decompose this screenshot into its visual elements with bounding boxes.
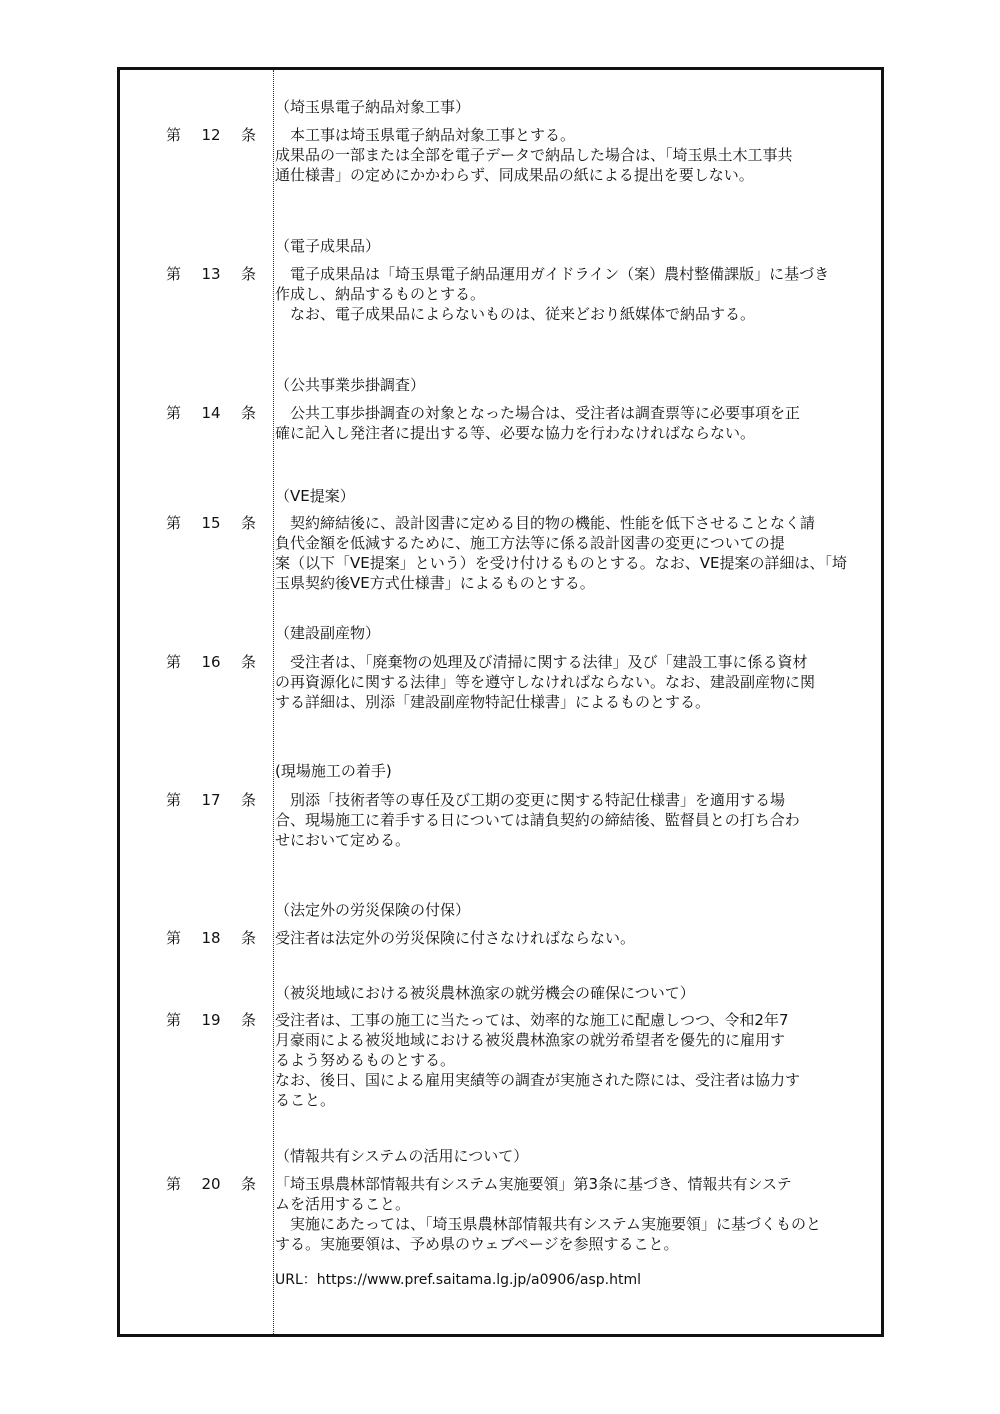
article-prefix: 第	[166, 404, 182, 422]
article-num: 16	[201, 653, 221, 671]
reference-url[interactable]: URL：https://www.pref.saitama.lg.jp/a0906/asp.html	[275, 1272, 642, 1288]
article-prefix: 第	[166, 929, 182, 947]
body-line: する詳細は、別添「建設副産物特記仕様書」によるものとする。	[275, 693, 711, 711]
body-line: 通仕様書」の定めにかかわらず、同成果品の紙による提出を要しない。	[275, 166, 754, 184]
article-num: 15	[201, 514, 221, 532]
body-line: 本工事は埼玉県電子納品対象工事とする。	[275, 126, 576, 144]
article-title: （法定外の労災保険の付保）	[275, 901, 471, 919]
article-title: （公共事業歩掛調査）	[275, 376, 426, 394]
article-prefix: 第	[166, 1011, 182, 1029]
article-num: 17	[201, 791, 221, 809]
article-number	[166, 928, 256, 948]
article-suffix: 条	[240, 929, 256, 947]
body-line: 確に記入し発注者に提出する等、必要な協力を行わなければならない。	[275, 424, 756, 442]
article-number	[166, 264, 256, 284]
article-suffix: 条	[240, 265, 256, 283]
article-title: （被災地域における被災農林漁家の就労機会の確保について）	[275, 984, 695, 1002]
article-prefix: 第	[166, 265, 182, 283]
body-line: せにおいて定める。	[275, 831, 411, 849]
body-line: 実施にあたっては、「埼玉県農林部情報共有システム実施要領」に基づくものと	[275, 1215, 822, 1233]
body-line: 玉県契約後VE方式仕様書」によるものとする。	[275, 574, 595, 592]
article-num: 19	[201, 1011, 221, 1029]
article-number	[166, 652, 256, 672]
body-line: 月豪雨による被災地域における被災農林漁家の就労希望者を優先的に雇用す	[275, 1031, 786, 1049]
article-num: 13	[201, 265, 221, 283]
article-number	[166, 125, 256, 145]
article-title: （埼玉県電子納品対象工事）	[275, 98, 471, 116]
body-line: 「埼玉県農林部情報共有システム実施要領」第3条に基づき、情報共有システ	[275, 1175, 792, 1193]
article-num: 18	[201, 929, 221, 947]
body-line: 案（以下「VE提案」という）を受け付けるものとする。なお、VE提案の詳細は、「埼	[275, 554, 847, 572]
body-line: 合、現場施工に着手する日については請負契約の締結後、監督員との打ち合わ	[275, 811, 800, 829]
article-body	[275, 790, 860, 850]
article-prefix: 第	[166, 126, 182, 144]
body-line: ること。	[275, 1091, 336, 1109]
body-line: なお、電子成果品によらないものは、従来どおり紙媒体で納品する。	[275, 305, 756, 323]
body-line: 受注者は、工事の施工に当たっては、効率的な施工に配慮しつつ、令和2年7	[275, 1011, 789, 1029]
body-line: 成果品の一部または全部を電子データで納品した場合は、「埼玉県土木工事共	[275, 146, 793, 164]
article-suffix: 条	[240, 1011, 256, 1029]
body-line: 公共工事歩掛調査の対象となった場合は、受注者は調査票等に必要事項を正	[275, 404, 801, 422]
article-number	[166, 1174, 256, 1194]
article-body	[275, 1174, 860, 1254]
article-num: 12	[201, 126, 221, 144]
article-title: （電子成果品）	[275, 237, 381, 255]
article-body	[275, 652, 860, 712]
article-prefix: 第	[166, 791, 182, 809]
article-body	[275, 513, 860, 593]
body-line: るよう努めるものとする。	[275, 1051, 456, 1069]
body-line: ムを活用すること。	[275, 1195, 411, 1213]
article-title: （VE提案）	[275, 487, 355, 505]
article-number	[166, 403, 256, 423]
article-body	[275, 1010, 860, 1110]
article-suffix: 条	[240, 1175, 256, 1193]
article-body	[275, 403, 860, 443]
body-line: 受注者は法定外の労災保険に付さなければならない。	[275, 929, 636, 947]
body-line: 作成し、納品するものとする。	[275, 285, 486, 303]
article-number	[166, 1010, 256, 1030]
body-line: 受注者は、「廃棄物の処理及び清掃に関する法律」及び「建設工事に係る資材	[275, 653, 808, 671]
article-prefix: 第	[166, 514, 182, 532]
article-suffix: 条	[240, 653, 256, 671]
article-title: (現場施工の着手)	[275, 762, 392, 780]
article-num: 14	[201, 404, 221, 422]
article-title: （情報共有システムの活用について）	[275, 1147, 529, 1165]
body-line: 契約締結後に、設計図書に定める目的物の機能、性能を低下させることなく請	[275, 514, 816, 532]
body-line: する。実施要領は、予め県のウェブページを参照すること。	[275, 1235, 679, 1253]
specification-table-frame	[117, 67, 884, 1337]
article-body	[275, 264, 860, 324]
article-suffix: 条	[240, 514, 256, 532]
body-line: 別添「技術者等の専任及び工期の変更に関する特記仕様書」を適用する場	[275, 791, 786, 809]
body-line: の再資源化に関する法律」等を遵守しなければならない。なお、建設副産物に関	[275, 673, 816, 691]
article-number	[166, 513, 256, 533]
article-suffix: 条	[240, 791, 256, 809]
body-line: 電子成果品は「埼玉県電子納品運用ガイドライン（案）農村整備課版」に基づき	[275, 265, 830, 283]
article-body	[275, 125, 860, 185]
column-divider	[273, 70, 274, 1334]
article-number	[166, 790, 256, 810]
article-title: （建設副産物）	[275, 624, 381, 642]
article-num: 20	[201, 1175, 221, 1193]
body-line: 負代金額を低減するために、施工方法等に係る設計図書の変更についての提	[275, 534, 785, 552]
article-suffix: 条	[240, 404, 256, 422]
article-body	[275, 928, 860, 948]
article-prefix: 第	[166, 1175, 182, 1193]
article-prefix: 第	[166, 653, 182, 671]
body-line: なお、後日、国による雇用実績等の調査が実施された際には、受注者は協力す	[275, 1071, 801, 1089]
article-suffix: 条	[240, 126, 256, 144]
